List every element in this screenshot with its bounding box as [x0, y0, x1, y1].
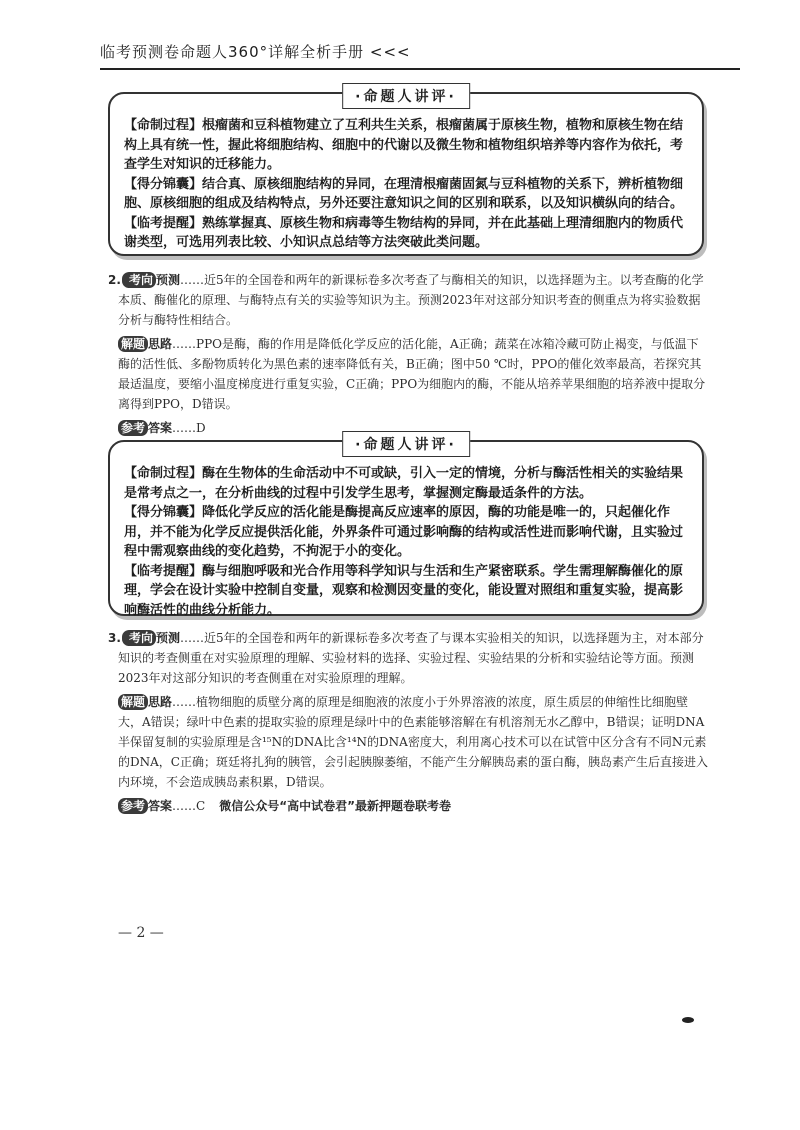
question-3	[108, 628, 710, 816]
page-number: — 2 —	[118, 925, 164, 941]
question-number: 3.	[108, 631, 121, 645]
answer-paragraph: 参考 答案……D	[118, 418, 710, 438]
commentary-box-1	[108, 89, 704, 256]
box1-process: 【命制过程】根瘤菌和豆科植物建立了互利共生关系，根瘤菌属于原核生物，植物和原核生物在结构上具有统一性，握此将细胞结构、细胞中的代谢以及微生物和植物组织培养等内容作为依托，考查学生对知识的迁移能力。	[124, 118, 684, 172]
prediction-label: 预测	[156, 273, 181, 287]
commentary-title: ·命题人讲评·	[342, 431, 470, 457]
answer-paragraph: 参考 答案……C 微信公众号“高中试卷君”最新押题卷联考卷	[118, 796, 710, 816]
running-header	[100, 36, 740, 70]
box2-reminder: 【临考提醒】酶与细胞呼吸和光合作用等科学知识与生活和生产紧密联系。学生需理解酶催化的原理，学会在设计实验中控制自变量，观察和检测因变量的变化，能设置对照组和重复实验，提高影响酶活性的曲线分析能力。	[124, 563, 684, 618]
solution-badge: 解题	[118, 336, 148, 352]
question-2	[108, 270, 710, 438]
answer-label: 答案	[148, 421, 173, 435]
box2-process: 【命制过程】酶在生物体的生命活动中不可或缺，引入一定的情境，分析与酶活性相关的实验结果是常考点之一，在分析曲线的过程中引发学生思考，掌握测定酶最适条件的方法。	[124, 466, 684, 501]
answer-label: 答案	[148, 799, 173, 813]
prediction-label: 预测	[156, 631, 181, 645]
prediction-badge: 考向	[122, 272, 156, 288]
solution-badge: 解题	[118, 694, 148, 710]
header-title: 临考预测卷命题人360°详解全析手册 <<<	[100, 43, 411, 61]
box1-tips: 【得分锦囊】结合真、原核细胞结构的异同，在理清根瘤菌固氮与豆科植物的关系下，辨析植物细胞、原核细胞的组成及结构特点，另外还要注意知识之间的区别和联系，以及知识横纵向的结合。	[124, 176, 684, 211]
answer-badge: 参考	[118, 798, 148, 814]
prediction-paragraph: 考向 预测……近5年的全国卷和两年的新课标卷多次考查了与课本实验相关的知识，以选择题为主，对本部分知识的考查侧重在对实验原理的理解、实验材料的选择、实验过程、实验结果的分析和实验结论等方面。预测2023年对这部分知识的考查侧重在对实验原理的理解。	[118, 631, 704, 685]
question-number: 2.	[108, 273, 121, 287]
solution-label: 思路	[148, 695, 173, 709]
solution-paragraph: 解题 思路……PPO是酶，酶的作用是降低化学反应的活化能，A正确；蔬菜在冰箱冷藏可防止褐变，与低温下酶的活性低、多酚物质转化为黑色素的速率降低有关，B正确；图中50 ℃时，PPO的催化效率最高，若探究其最适温度，要缩小温度梯度进行重复实验，C正确；PPO为细胞内的酶，不能从培养苹果细胞的培养液中提取分离得到PPO，D错误。	[118, 337, 706, 411]
promo-note: 微信公众号“高中试卷君”最新押题卷联考卷	[219, 799, 451, 813]
box1-reminder: 【临考提醒】熟练掌握真、原核生物和病毒等生物结构的异同，并在此基础上理清细胞内的物质代谢类型，可选用列表比较、小知识点总结等方法突破此类问题。	[124, 215, 684, 250]
ink-spot	[682, 1017, 694, 1023]
solution-label: 思路	[148, 337, 173, 351]
prediction-badge: 考向	[122, 630, 156, 646]
commentary-box-2	[108, 437, 704, 618]
box2-tips: 【得分锦囊】降低化学反应的活化能是酶提高反应速率的原因，酶的功能是唯一的，只起催化作用，并不能为化学反应提供活化能，外界条件可通过影响酶的结构或活性进而影响代谢，且实验过程中需观察曲线的变化趋势，不拘泥于小的变化。	[124, 505, 684, 559]
prediction-paragraph: 考向 预测……近5年的全国卷和两年的新课标卷多次考查了与酶相关的知识，以选择题为主。以考查酶的化学本质、酶催化的原理、与酶特点有关的实验等知识为主。预测2023年对这部分知识考查的侧重点为将实验数据分析与酶特性相结合。	[118, 273, 704, 327]
answer-badge: 参考	[118, 420, 148, 436]
solution-paragraph: 解题 思路……植物细胞的质壁分离的原理是细胞液的浓度小于外界溶液的浓度，原生质层的伸缩性比细胞壁大，A错误；绿叶中色素的提取实验的原理是绿叶中的色素能够溶解在有机溶剂无水乙醇中，B错误；证明DNA半保留复制的实验原理是含¹⁵N的DNA比含¹⁴N的DNA密度大，利用离心技术可以在试管中区分含有不同N元素的DNA，C正确；斑廷将扎狗的胰管，会引起胰腺萎缩，不能产生分解胰岛素的蛋白酶，胰岛素产生后直接进入内环境，不会造成胰岛素积累，D错误。	[118, 695, 708, 789]
commentary-title: ·命题人讲评·	[342, 83, 470, 109]
